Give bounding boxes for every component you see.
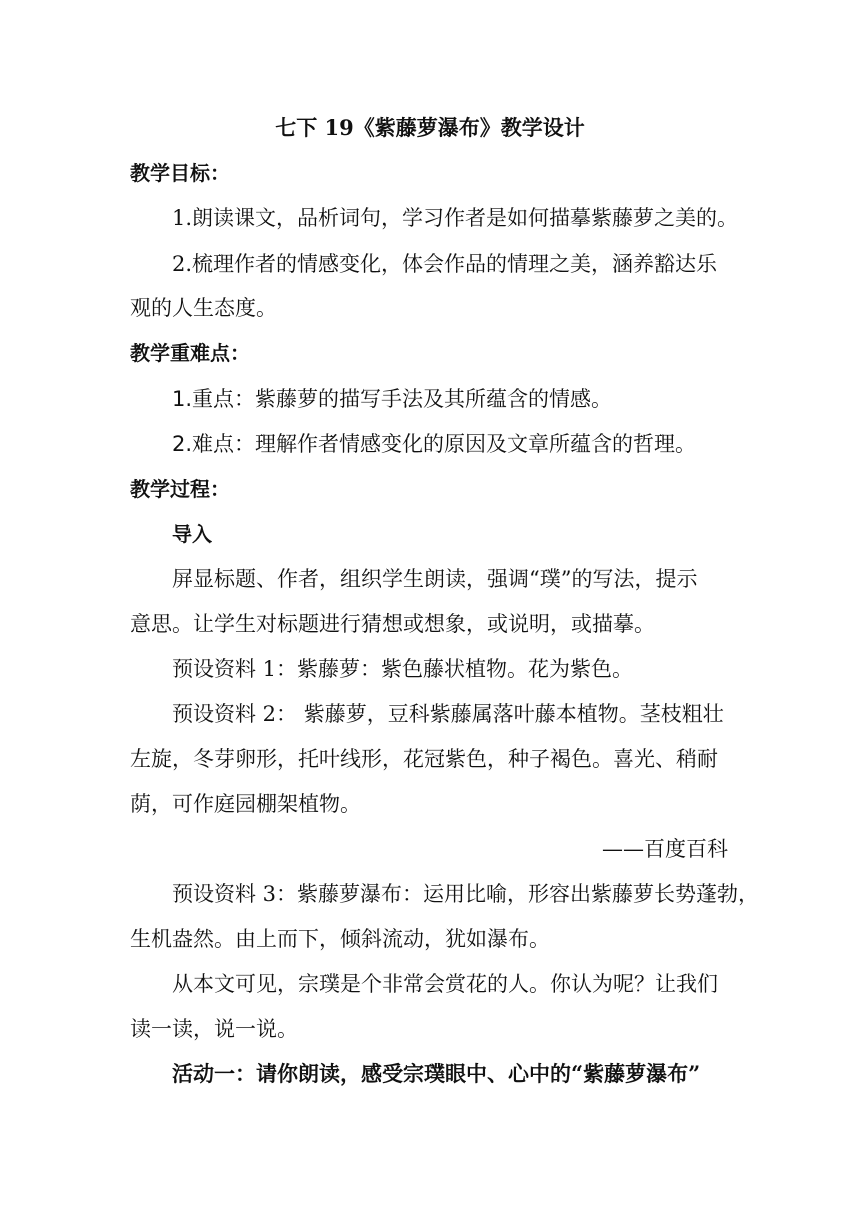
material-2-line-3: 荫，可作庭园棚架植物。 xyxy=(130,792,361,816)
intro-line-2: 意思。让学生对标题进行猜想或想象，或说明，或描摹。 xyxy=(130,612,655,636)
document-title: 七下 19《紫藤萝瀑布》教学设计 xyxy=(275,115,585,140)
material-2-line-1: 预设资料 2： 紫藤萝，豆科紫藤属落叶藤本植物。茎枝粗壮 xyxy=(172,702,724,726)
material-3-line-2: 生机盎然。由上而下，倾斜流动，犹如瀑布。 xyxy=(130,927,550,951)
goal-item-1: 1.朗读课文，品析词句，学习作者是如何描摹紫藤萝之美的。 xyxy=(172,206,739,230)
question-line-1: 从本文可见，宗璞是个非常会赏花的人。你认为呢？让我们 xyxy=(172,972,718,996)
material-2-line-2: 左旋，冬芽卵形，托叶线形，花冠紫色，种子褐色。喜光、稍耐 xyxy=(130,747,718,771)
key-point-item-1: 1.重点：紫藤萝的描写手法及其所蕴含的情感。 xyxy=(172,387,613,411)
intro-line-1: 屏显标题、作者，组织学生朗读，强调“璞”的写法，提示 xyxy=(172,567,698,591)
goals-heading: 教学目标： xyxy=(130,161,230,185)
material-3-line-1: 预设资料 3：紫藤萝瀑布：运用比喻，形容出紫藤萝长势蓬勃， xyxy=(172,882,760,906)
activity-1-heading: 活动一：请你朗读，感受宗璞眼中、心中的“紫藤萝瀑布” xyxy=(172,1061,701,1086)
goal-item-2-line-1: 2.梳理作者的情感变化，体会作品的情理之美，涵养豁达乐 xyxy=(172,252,718,276)
key-points-heading: 教学重难点： xyxy=(130,341,250,365)
key-point-item-2: 2.难点：理解作者情感变化的原因及文章所蕴含的哲理。 xyxy=(172,432,697,456)
intro-label: 导入 xyxy=(172,522,212,546)
material-2-source: ——百度百科 xyxy=(602,837,728,861)
question-line-2: 读一读，说一说。 xyxy=(130,1017,298,1041)
process-heading: 教学过程： xyxy=(130,477,230,501)
goal-item-2-line-2: 观的人生态度。 xyxy=(130,296,277,320)
material-1: 预设资料 1：紫藤萝：紫色藤状植物。花为紫色。 xyxy=(172,657,634,681)
